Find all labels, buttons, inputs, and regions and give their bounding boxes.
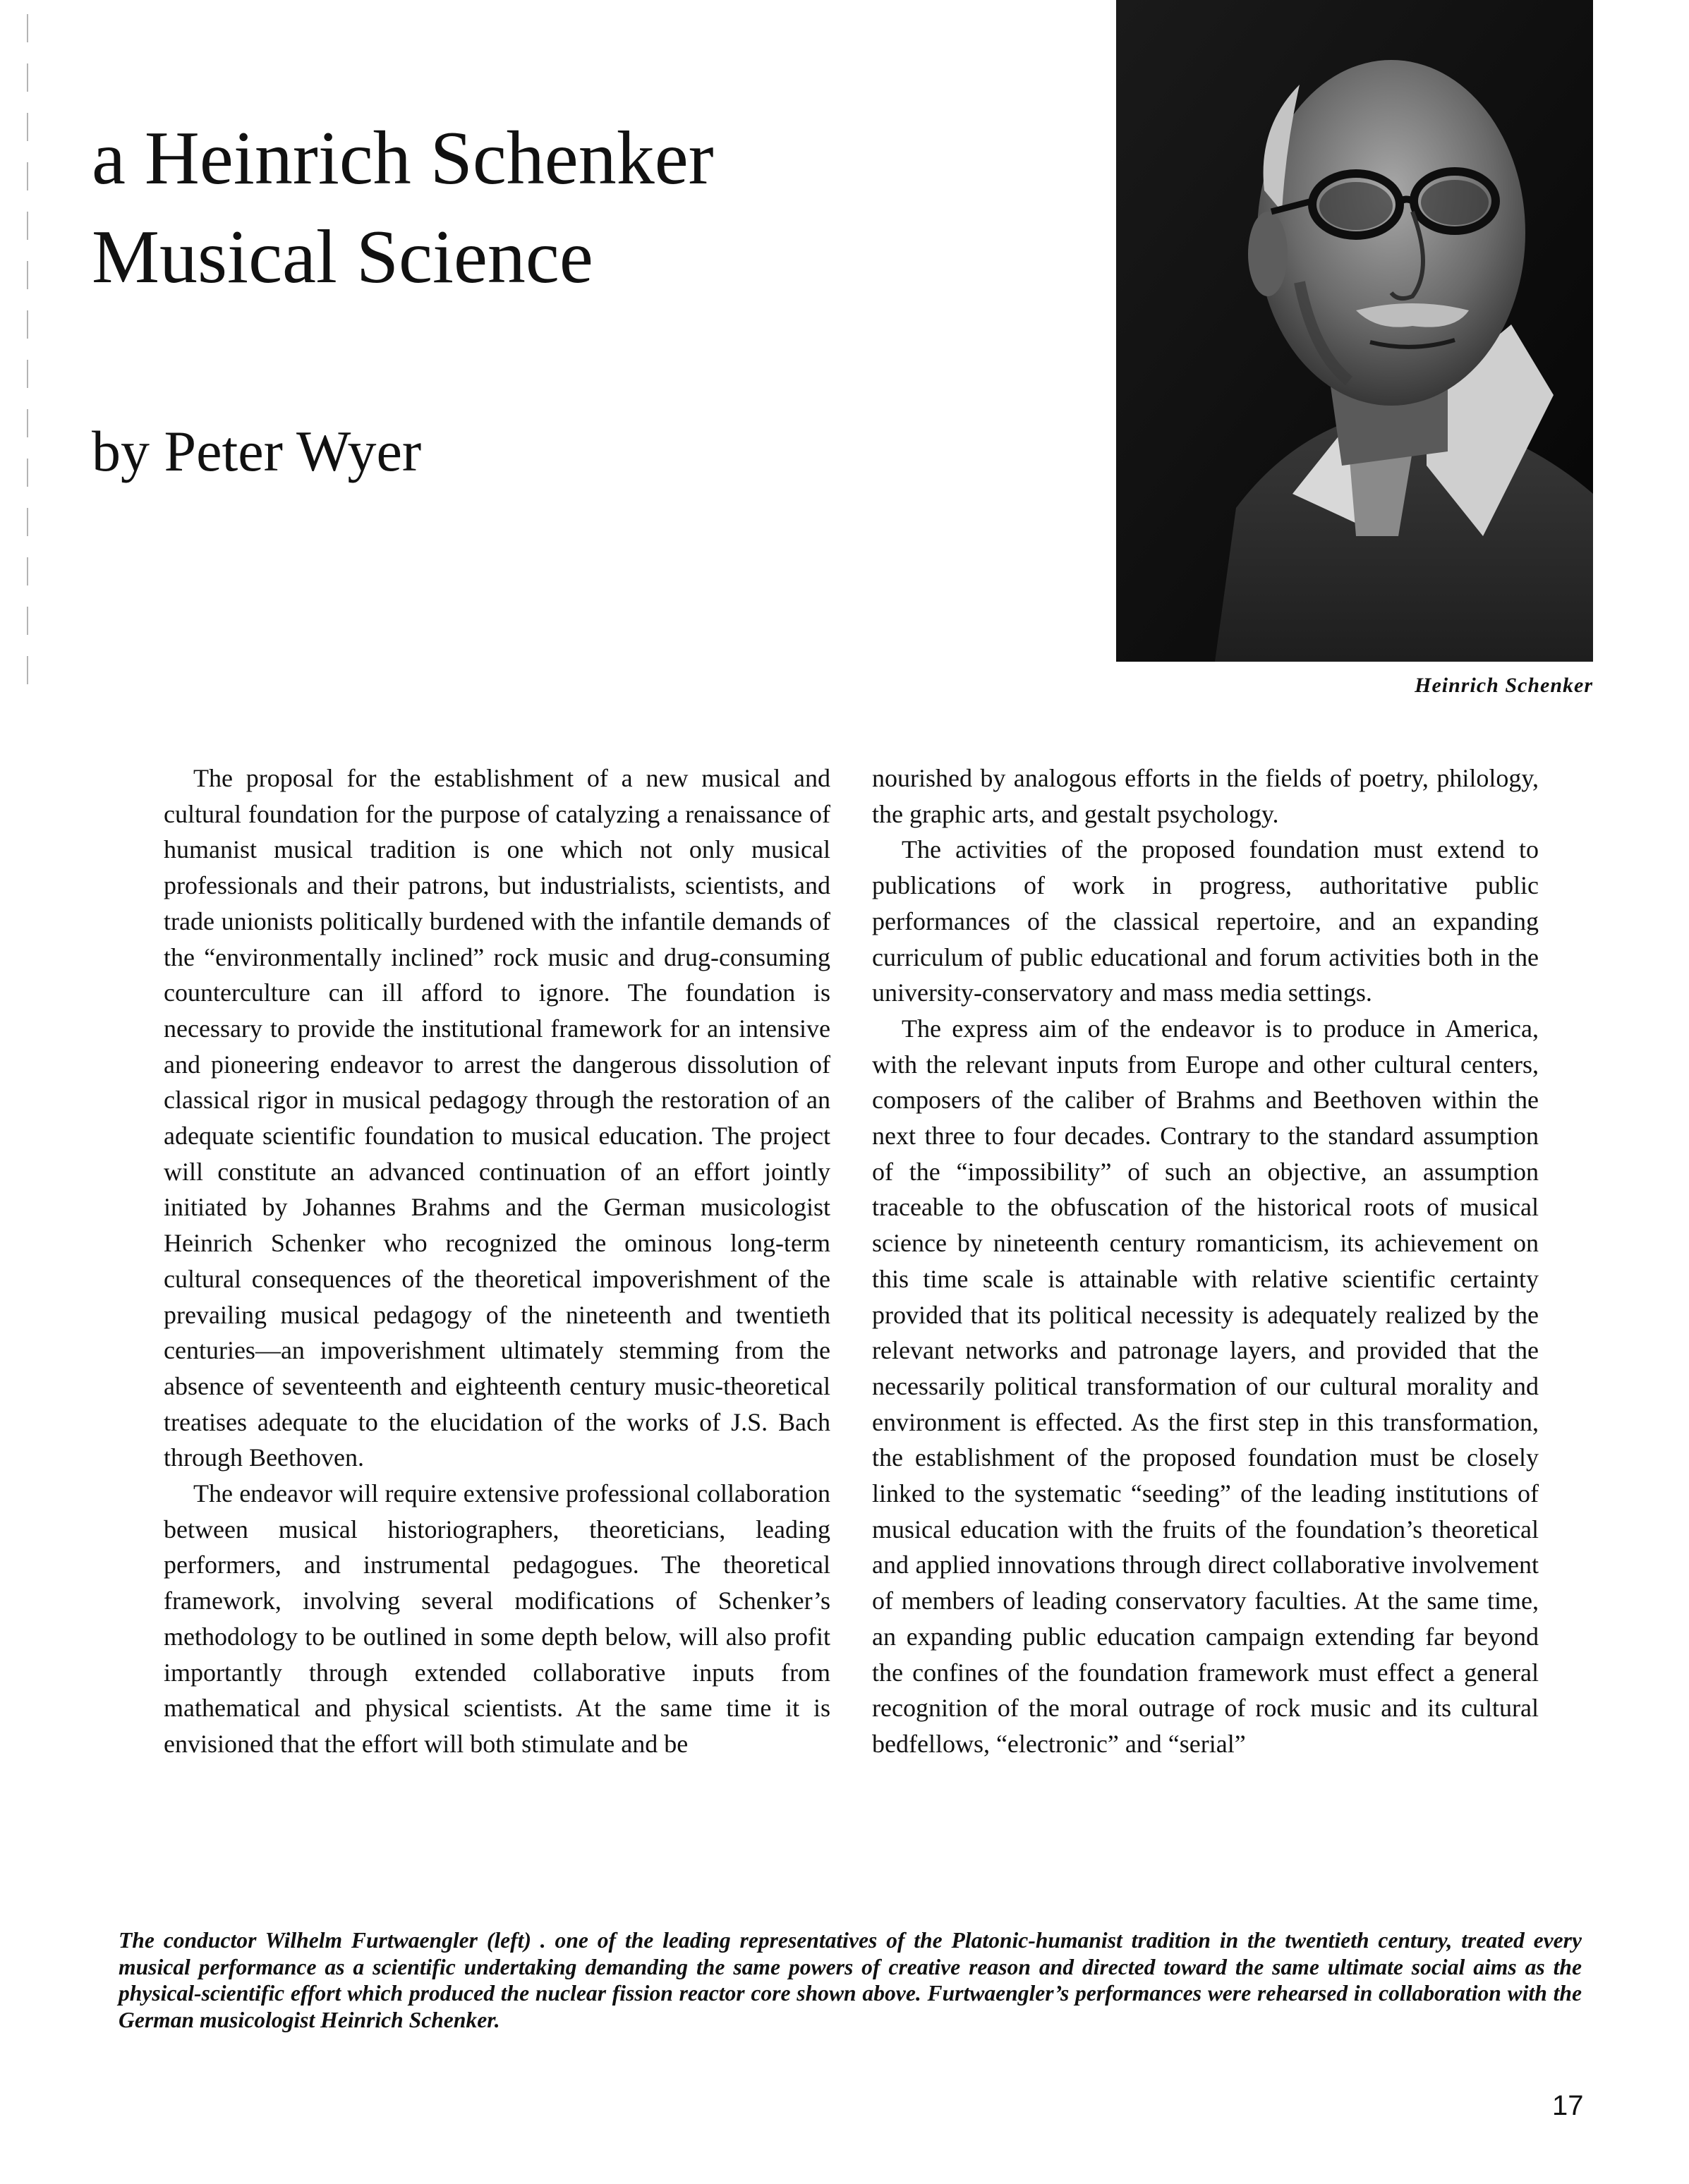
author-byline: by Peter Wyer [92, 419, 422, 483]
title-line-1: a Heinrich Schenker [92, 116, 714, 200]
page-number: 17 [1552, 2090, 1584, 2121]
page-edge-line [27, 14, 28, 705]
article-title [92, 109, 1044, 307]
body-paragraph-2: The endeavor will require extensive professional collaboration between musical historiographers, theoreticians, leading performers, and instrumental pedagogues. The theoretical framework, involving several modifications of Schenker’s methodology to be outlined in some depth below, will also profit importantly through extended collaborative inputs from mathematical and physical scientists. At the same time it is envisioned that the effort will both stimulate and be [164, 1479, 830, 1758]
figure-caption: The conductor Wilhelm Furtwaengler (left) . one of the leading representatives of the Platonic-humanist tradition in the twentieth century, treated every musical performance as a scientific undertaking demanding the same powers of creative reason and directed toward the same ultimate social aims as the physical-scientific effort which produced the nuclear fission reactor core shown above. Furtwaengler’s performances were rehearsed in collaboration with the German musicologist Heinrich Schenker. [119, 1928, 1582, 2032]
body-paragraph-continuation: nourished by analogous efforts in the fields of poetry, philology, the graphic arts, and gestalt psychology. [872, 764, 1539, 828]
photo-caption: Heinrich Schenker [1415, 674, 1593, 697]
body-paragraph-4: The express aim of the endeavor is to produce in America, with the relevant inputs from Europe and other cultural centers, composers of the caliber of Brahms and Beethoven within the next three to four decades. Contrary to the standard assumption of the “impossibility” of such an objective, an assumption traceable to the obfuscation of the historical roots of musical science by nineteenth century romanticism, its achievement on this time scale is attainable with relative scientific certainty provided that its political necessity is adequately realized by the relevant networks and patronage layers, and provided that the necessarily political transformation of our cultural morality and environment is effected. As the first step in this transformation, the establishment of the proposed foundation must be closely linked to the systematic “seeding” of the leading institutions of musical education with the fruits of the foundation’s theoretical and applied innovations through direct collaborative involvement of members of leading conservatory faculties. At the same time, an expanding public education campaign extending far beyond the confines of the foundation framework must effect a general recognition of the moral outrage of rock music and its cultural bedfellows, “electronic” and “serial” [872, 1014, 1539, 1758]
title-line-2: Musical Science [92, 215, 593, 299]
body-paragraph-3: The activities of the proposed foundation must extend to publications of work in progress, authoritative public performances of the classical repertoire, and an expanding curriculum of public educational and forum activities both in the university-conservatory and mass media settings. [872, 835, 1539, 1007]
schenker-portrait-photo [1116, 0, 1593, 662]
body-paragraph-1: The proposal for the establishment of a new musical and cultural foundation for the purpose of catalyzing a renaissance of humanist musical tradition is one which not only musical professionals and their patrons, but industrialists, scientists, and trade unionists politically burdened with the infantile demands of the “environmentally inclined” rock music and drug-consuming counterculture can ill afford to ignore. The foundation is necessary to provide the institutional framework for an intensive and pioneering endeavor to arrest the dangerous dissolution of classical rigor in musical pedagogy through the restoration of an adequate scientific foundation to musical education. The project will constitute an advanced continuation of an effort jointly initiated by Johannes Brahms and the German musicologist Heinrich Schenker who recognized the ominous long-term cultural consequences of the theoretical impoverishment of the prevailing musical pedagogy of the nineteenth and twentieth centuries—an impoverishment ultimately stemming from the absence of seventeenth and eighteenth century music-theoretical treatises adequate to the elucidation of the works of J.S. Bach through Beethoven. [164, 764, 830, 1472]
body-column-right [872, 760, 1539, 1762]
body-column-left [164, 760, 830, 1762]
portrait-illustration [1116, 0, 1593, 662]
